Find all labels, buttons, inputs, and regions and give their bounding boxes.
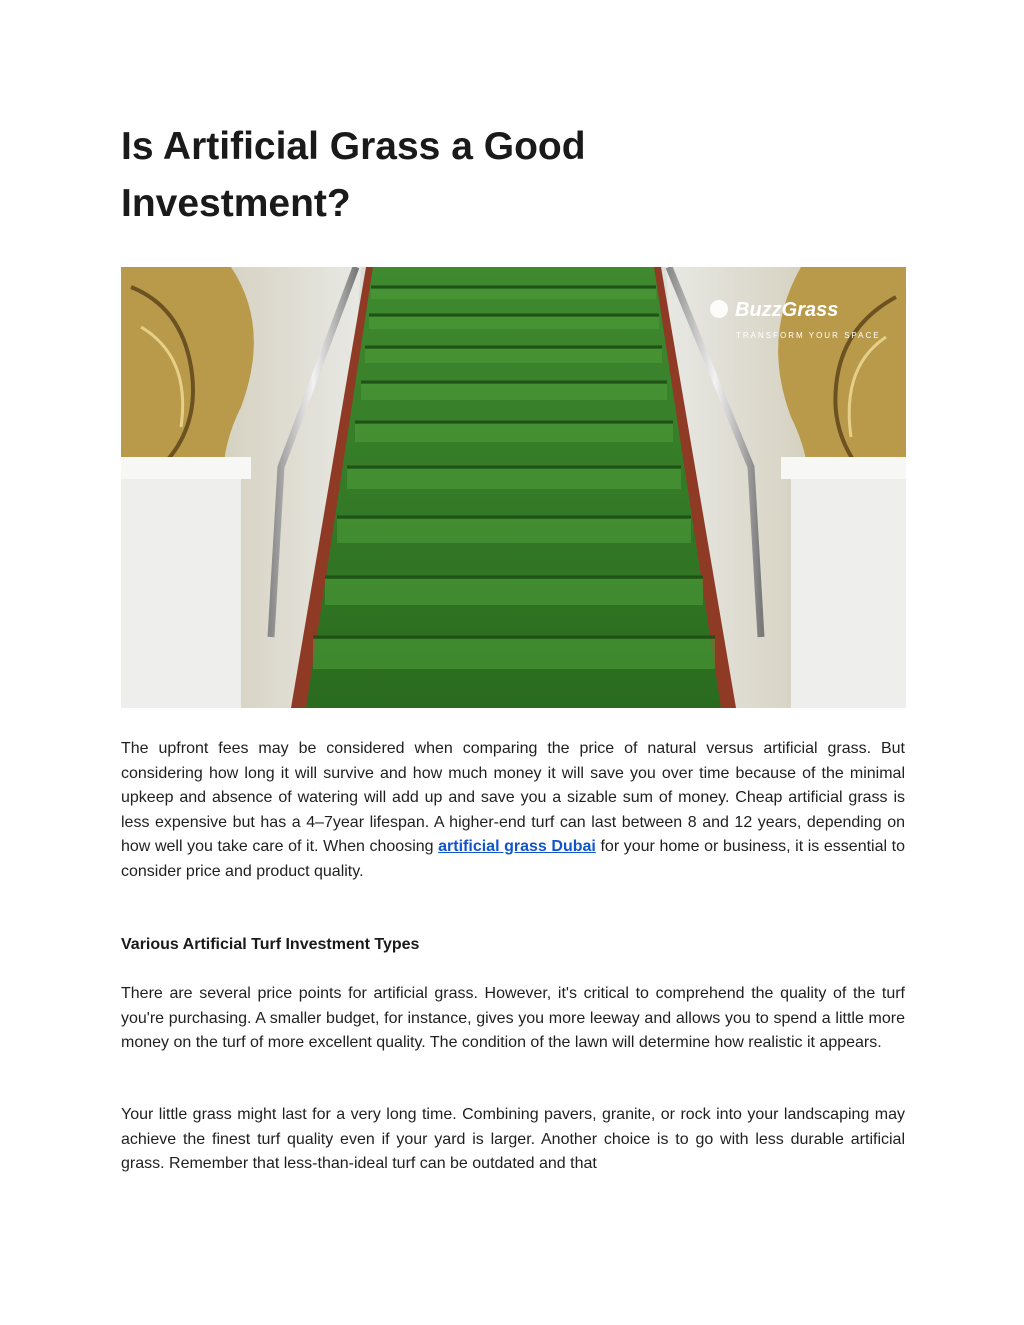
paragraph-intro xyxy=(121,737,905,884)
section-heading: Various Artificial Turf Investment Types xyxy=(121,936,420,953)
paragraph-durability: Your little grass might last for a very long time. Combining pavers, granite, or rock into your landscaping may achieve the finest turf quality even if your yard is larger. Another choice is to go with less durable artificial grass. Remember that less-than-ideal turf can be outdated and that xyxy=(121,1106,905,1172)
paragraph-price-points: There are several price points for artificial grass. However, it's critical to comprehend the quality of the turf you're purchasing. A smaller budget, for instance, gives you more leeway and allows you to spend a little more money on the turf of more excellent quality. The condition of the lawn will determine how realistic it appears. xyxy=(121,985,905,1051)
hero-image xyxy=(121,267,906,708)
brand-tagline: TRANSFORM YOUR SPACE xyxy=(736,331,881,340)
paragraph-intro-text: The upfront fees may be considered when comparing the price of natural versus artificial grass. But considering how long it will survive and how much money it will save you over time because of the minimal upkeep and absence of watering will add up and save you a sizable sum of money. Cheap artificial grass is less expensive but has a 4–7year lifespan. A higher-end turf can last between 8 and 12 years, depending on how well you take care of it. When choosing xyxy=(121,740,905,855)
brand-name: BuzzGrass xyxy=(735,299,839,321)
artificial-grass-dubai-link[interactable]: artificial grass Dubai xyxy=(438,838,596,855)
page-title: Is Artificial Grass a Good Investment? xyxy=(121,125,586,225)
paragraph-intro-text-end: for your home or business, it is essential to consider price and product quality. xyxy=(121,838,906,880)
